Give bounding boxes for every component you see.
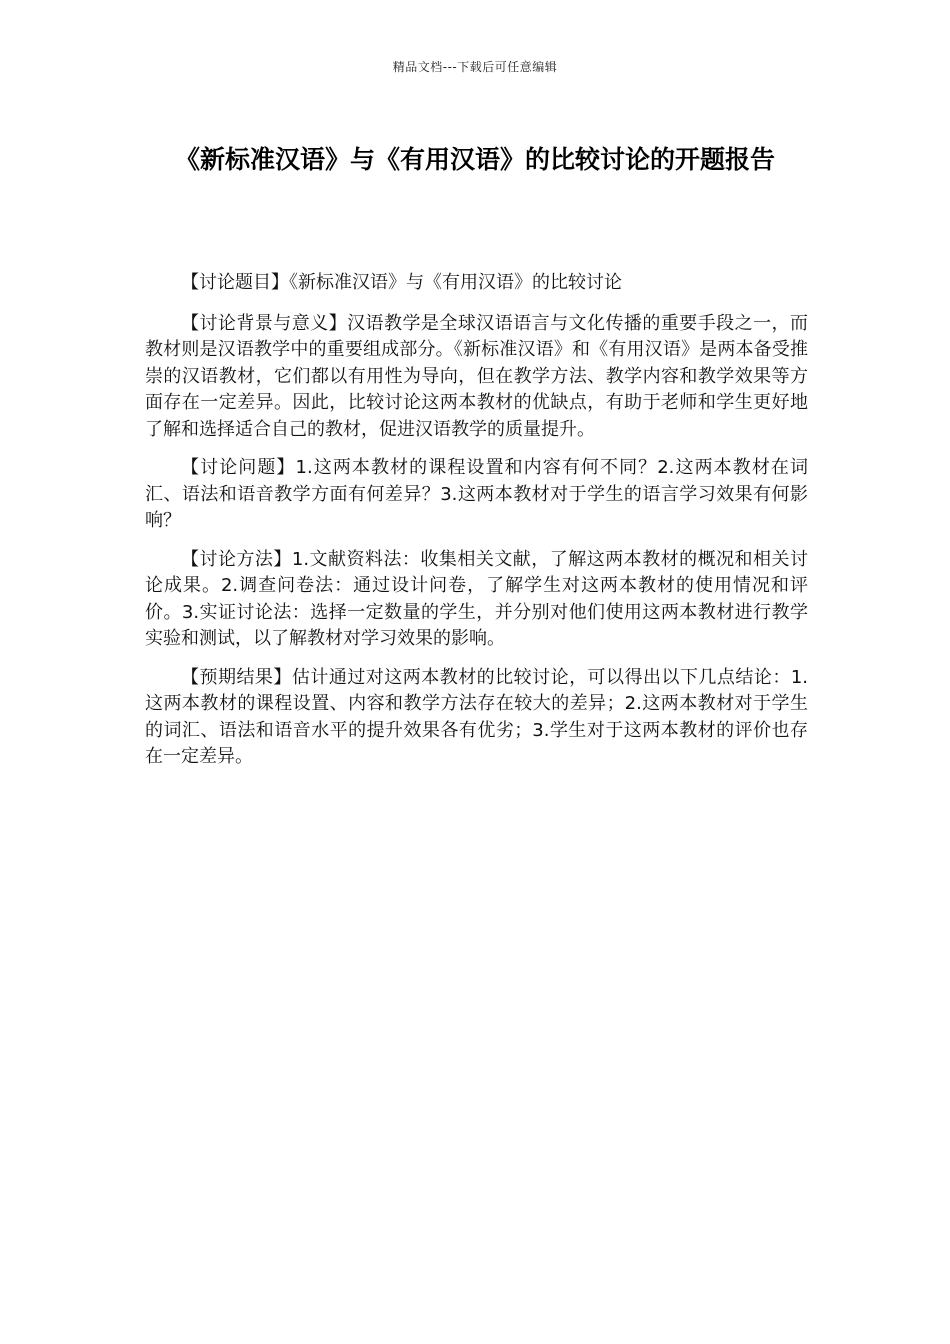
page-header-note: 精品文档---下载后可任意编辑 <box>392 60 558 74</box>
document-body <box>145 270 808 783</box>
paragraph-methods: 【讨论方法】1.文献资料法：收集相关文献，了解这两本教材的概况和相关讨论成果。2.调查问卷法：通过设计问卷，了解学生对这两本教材的使用情况和评价。3.实证讨论法：选择一定数量的学生，并分别对他们使用这两本教材进行教学实验和测试，以了解教材对学习效果的影响。 <box>145 548 808 649</box>
paragraph-expected-results: 【预期结果】估计通过对这两本教材的比较讨论，可以得出以下几点结论：1.这两本教材的课程设置、内容和教学方法存在较大的差异；2.这两本教材对于学生的词汇、语法和语音水平的提升效果各有优劣；3.学生对于这两本教材的评价也存在一定差异。 <box>145 666 808 767</box>
paragraph-questions: 【讨论问题】1.这两本教材的课程设置和内容有何不同？2.这两本教材在词汇、语法和语音教学方面有何差异？3.这两本教材对于学生的语言学习效果有何影响？ <box>145 457 808 531</box>
paragraph-background: 【讨论背景与意义】汉语教学是全球汉语语言与文化传播的重要手段之一，而教材则是汉语教学中的重要组成部分。《新标准汉语》和《有用汉语》是两本备受推崇的汉语教材，它们都以有用性为导向，但在教学方法、教学内容和教学效果等方面存在一定差异。因此，比较讨论这两本教材的优缺点，有助于老师和学生更好地了解和选择适合自己的教材，促进汉语教学的质量提升。 <box>145 312 808 440</box>
paragraph-topic: 【讨论题目】《新标准汉语》与《有用汉语》的比较讨论 <box>181 272 622 293</box>
document-title: 《新标准汉语》与《有用汉语》的比较讨论的开题报告 <box>174 145 775 174</box>
